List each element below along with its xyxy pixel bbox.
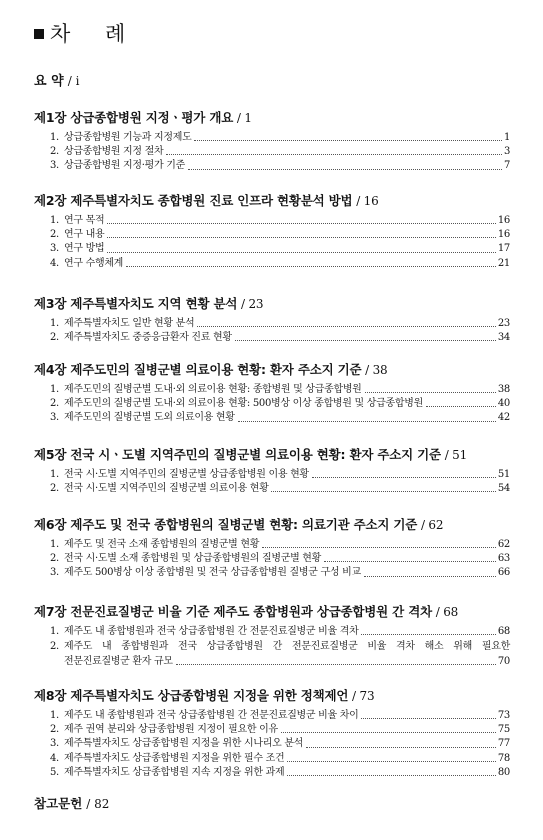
- entry-text: 제주도민의 질병군별 도내·외 의료이용 현황: 종합병원 및 상급종합병원: [64, 384, 362, 395]
- entry-page: 34: [497, 332, 510, 344]
- toc-entry[interactable]: [50, 482, 510, 496]
- entry-number: 1.: [50, 132, 59, 143]
- toc-entry[interactable]: [50, 552, 510, 566]
- entry-number: 1.: [50, 469, 59, 480]
- chapter-heading[interactable]: [34, 686, 510, 704]
- toc-entry[interactable]: [50, 566, 510, 580]
- chapter-title: 제7장 전문진료질병군 비율 기준 제주도 종합병원과 상급종합병원 간 격차: [34, 604, 432, 619]
- toc-entry[interactable]: [50, 145, 510, 159]
- entry-page: 21: [497, 257, 510, 269]
- entry-number: 2.: [50, 641, 59, 653]
- leader-dots: [271, 491, 495, 492]
- chapter-block: [34, 294, 510, 345]
- entry-text: 전국 시·도별 소재 종합병원 및 상급종합병원의 질병군별 현황: [64, 553, 322, 565]
- toc-entry[interactable]: [50, 228, 510, 242]
- entry-page: 51: [497, 469, 510, 480]
- entry-page: 23: [497, 318, 510, 329]
- leader-dots: [238, 421, 496, 422]
- leader-dots: [361, 718, 495, 719]
- chapter-title: 제6장 제주도 및 전국 종합병원의 질병군별 현황: 의료기관 주소지 기준: [34, 517, 418, 532]
- leader-dots: [107, 252, 496, 253]
- entry-page: 1: [503, 132, 510, 143]
- chapter-heading[interactable]: [34, 602, 510, 620]
- toc-entry[interactable]: [50, 257, 510, 271]
- entry-page: 68: [497, 626, 510, 637]
- entry-number: 1.: [50, 539, 59, 550]
- entry-text-continued: 전문진료질병군 환자 규모: [64, 656, 173, 668]
- entry-number: 3.: [50, 243, 59, 255]
- entry-text: 제주특별자치도 중증응급환자 진료 현황: [64, 332, 232, 344]
- entry-number: 4.: [50, 752, 59, 764]
- entry-text: 전국 시·도별 지역주민의 질병군별 의료이용 현황: [64, 483, 269, 495]
- chapter-page: / 68: [435, 605, 459, 619]
- entry-page: 16: [497, 215, 510, 226]
- chapter-page: / 51: [444, 448, 468, 462]
- entry-page: 7: [503, 160, 510, 172]
- leader-dots: [287, 775, 496, 776]
- entry-page: 54: [497, 483, 510, 495]
- toc-entry[interactable]: [50, 331, 510, 345]
- entry-number: 3.: [50, 412, 59, 424]
- chapter-block: [34, 191, 510, 271]
- chapter-block: [34, 515, 510, 581]
- entry-text: 상급종합병원 지정·평가 기준: [64, 160, 185, 172]
- entry-number: 3.: [50, 567, 59, 579]
- leader-dots: [324, 561, 496, 562]
- chapter-heading[interactable]: [34, 445, 510, 463]
- entry-text: 제주특별자치도 상급종합병원 지속 지정을 위한 과제: [64, 766, 285, 778]
- entry-text: 상급종합병원 지정 절차: [64, 146, 164, 158]
- chapter-page: / 16: [356, 194, 379, 208]
- leader-dots: [262, 547, 496, 548]
- entry-page: 3: [503, 146, 510, 158]
- references-entry[interactable]: [34, 794, 109, 812]
- entry-number: 4.: [50, 257, 59, 269]
- references-page: / 82: [86, 797, 110, 811]
- toc-title-row: [34, 18, 139, 48]
- entry-text: 연구 목적: [64, 215, 105, 226]
- entry-page: 17: [497, 243, 510, 255]
- entry-text: 제주도민의 질병군별 도내·외 의료이용 현황: 500병상 이상 종합병원 및 상급종합병원: [64, 398, 423, 410]
- chapter-title: 제2장 제주특별자치도 종합병원 진료 인프라 현황분석 방법: [34, 193, 353, 208]
- entry-text: 제주 권역 분리와 상급종합병원 지정이 필요한 이유: [64, 724, 278, 736]
- chapter-page: / 1: [236, 111, 252, 125]
- toc-entry[interactable]: [50, 383, 510, 397]
- entry-page: 75: [497, 724, 510, 736]
- summary-page: / i: [67, 74, 80, 88]
- entry-text: 연구 방법: [64, 243, 105, 255]
- entry-page: 40: [497, 398, 510, 410]
- toc-title: 차 례: [50, 22, 140, 46]
- leader-dots: [194, 140, 502, 141]
- entry-number: 2.: [50, 553, 59, 565]
- chapter-page: / 73: [352, 689, 375, 703]
- toc-entry[interactable]: [50, 468, 510, 482]
- entry-page: 70: [497, 656, 510, 668]
- leader-dots: [188, 169, 502, 170]
- entry-number: 1.: [50, 626, 59, 637]
- chapter-heading[interactable]: [34, 294, 510, 312]
- entry-text: 제주도 내 종합병원과 전국 상급종합병원 간 전문진료질병군 비율 격차: [64, 626, 359, 637]
- entry-text: 연구 내용: [64, 229, 105, 241]
- entry-text: 제주특별자치도 일반 현황 분석: [64, 318, 195, 329]
- entry-number: 3.: [50, 738, 59, 750]
- chapter-block: [34, 445, 510, 496]
- entry-number: 1.: [50, 318, 59, 329]
- toc-entry[interactable]: [50, 242, 510, 256]
- chapter-block: [34, 602, 510, 669]
- entry-text: 제주도민의 질병군별 도외 의료이용 현황: [64, 412, 235, 424]
- entry-text: 제주특별자치도 상급종합병원 지정을 위한 시나리오 분석: [64, 738, 304, 750]
- leader-dots: [166, 154, 502, 155]
- chapter-heading[interactable]: [34, 108, 510, 126]
- entry-text: 상급종합병원 기능과 지정제도: [64, 132, 192, 143]
- entry-page: 77: [497, 738, 510, 750]
- references-label: 참고문헌: [34, 796, 83, 811]
- entry-text: 제주도 내 종합병원과 전국 상급종합병원 간 전문진료질병군 비율 격차 해소 위해 필요한: [64, 641, 510, 653]
- entry-text: 전국 시·도별 지역주민의 질병군별 상급종합병원 이용 현황: [64, 469, 309, 480]
- toc-entry[interactable]: [50, 766, 510, 780]
- entry-number: 2.: [50, 724, 59, 736]
- toc-entry[interactable]: [50, 214, 510, 228]
- entry-text: 제주도 500병상 이상 종합병원 및 전국 상급종합병원 질병군 구성 비교: [64, 567, 361, 579]
- entry-text: 제주도 및 전국 소재 종합병원의 질병군별 현황: [64, 539, 260, 550]
- leader-dots: [176, 664, 496, 665]
- entry-page: 78: [497, 752, 510, 764]
- square-bullet-icon: [34, 29, 44, 39]
- entry-page: 66: [497, 567, 510, 579]
- chapter-page: / 38: [365, 363, 388, 377]
- entry-number: 2.: [50, 229, 59, 241]
- entry-page: 42: [497, 412, 510, 424]
- chapter-heading[interactable]: [34, 515, 510, 533]
- toc-entry[interactable]: [50, 639, 510, 669]
- leader-dots: [126, 266, 496, 267]
- entry-number: 2.: [50, 483, 59, 495]
- entry-page: 38: [497, 384, 510, 395]
- leader-dots: [107, 223, 496, 224]
- entry-number: 2.: [50, 398, 59, 410]
- chapter-title: 제4장 제주도민의 질병군별 의료이용 현황: 환자 주소지 기준: [34, 362, 362, 377]
- entry-text: 제주도 내 종합병원과 전국 상급종합병원 간 전문진료질병군 비율 차이: [64, 710, 359, 721]
- chapter-heading[interactable]: [34, 360, 510, 378]
- entry-page: 16: [497, 229, 510, 241]
- toc-entry[interactable]: [50, 723, 510, 737]
- leader-dots: [107, 237, 496, 238]
- toc-entry[interactable]: [50, 317, 510, 331]
- chapter-block: [34, 360, 510, 426]
- entry-number: 2.: [50, 146, 59, 158]
- chapter-page: / 62: [420, 518, 444, 532]
- entry-number: 5.: [50, 766, 59, 778]
- toc-entry[interactable]: [50, 752, 510, 766]
- chapter-title: 제5장 전국 시ㆍ도별 지역주민의 질병군별 의료이용 현황: 환자 주소지 기준: [34, 447, 441, 462]
- chapter-title: 제1장 상급종합병원 지정ㆍ평가 개요: [34, 110, 234, 125]
- chapter-heading[interactable]: [34, 191, 510, 209]
- entry-number: 3.: [50, 160, 59, 172]
- entry-number: 1.: [50, 384, 59, 395]
- leader-dots: [312, 477, 496, 478]
- toc-entry[interactable]: [50, 131, 510, 145]
- leader-dots: [365, 392, 496, 393]
- leader-dots: [287, 761, 496, 762]
- chapter-title: 제3장 제주특별자치도 지역 현황 분석: [34, 296, 238, 311]
- leader-dots: [306, 747, 496, 748]
- entry-page: 62: [497, 539, 510, 550]
- entry-number: 1.: [50, 215, 59, 226]
- toc-entry[interactable]: [50, 709, 510, 723]
- entry-number: 1.: [50, 710, 59, 721]
- toc-entry[interactable]: [50, 397, 510, 411]
- summary-entry[interactable]: [34, 70, 80, 89]
- summary-label: 요 약: [34, 74, 64, 89]
- entry-page: 73: [497, 710, 510, 721]
- leader-dots: [361, 634, 495, 635]
- chapter-page: / 23: [241, 297, 264, 311]
- toc-entry[interactable]: [50, 159, 510, 173]
- chapter-block: [34, 108, 510, 174]
- toc-entry[interactable]: [50, 411, 510, 425]
- toc-entry[interactable]: [50, 538, 510, 552]
- leader-dots: [364, 576, 496, 577]
- toc-entry[interactable]: [50, 625, 510, 639]
- chapter-title: 제8장 제주특별자치도 상급종합병원 지정을 위한 정책제언: [34, 688, 349, 703]
- entry-text: 연구 수행체계: [64, 257, 124, 269]
- leader-dots: [281, 732, 496, 733]
- leader-dots: [197, 326, 496, 327]
- entry-number: 2.: [50, 332, 59, 344]
- entry-page: 80: [497, 766, 510, 778]
- leader-dots: [426, 406, 496, 407]
- entry-text: 제주특별자치도 상급종합병원 지정을 위한 필수 조건: [64, 752, 285, 764]
- toc-entry[interactable]: [50, 737, 510, 751]
- leader-dots: [235, 340, 496, 341]
- chapter-block: [34, 686, 510, 780]
- entry-page: 63: [497, 553, 510, 565]
